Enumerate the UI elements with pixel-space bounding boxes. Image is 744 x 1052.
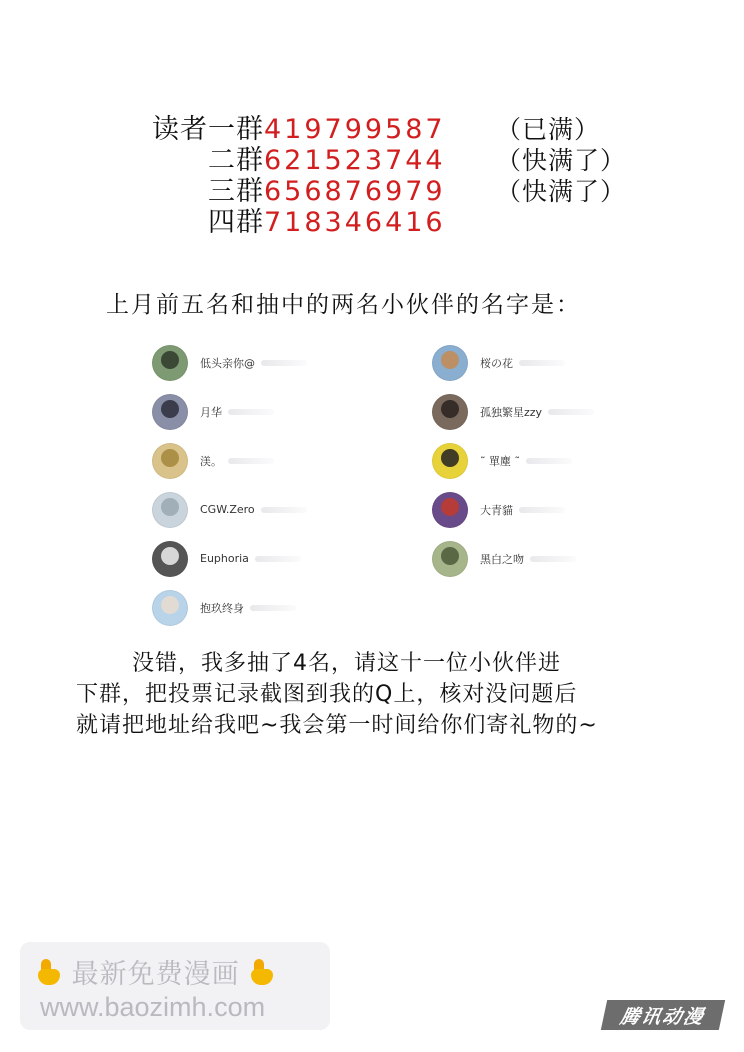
brand-logo-text: 腾讯动漫 xyxy=(618,1005,708,1028)
avatar-figure xyxy=(161,449,179,467)
winner-name: CGW.Zero xyxy=(200,503,255,516)
avatar-figure xyxy=(441,449,459,467)
pointing-down-hand-icon xyxy=(249,959,275,987)
winner-name: 黑白之吻 xyxy=(480,552,524,566)
winner-item xyxy=(152,387,352,436)
group-label: 四群 xyxy=(208,207,264,238)
winner-name: 渼。 xyxy=(200,454,222,468)
avatar xyxy=(432,541,468,577)
pointing-down-hand-icon xyxy=(36,959,62,987)
avatar xyxy=(152,590,188,626)
winner-name: Euphoria xyxy=(200,552,249,565)
avatar-figure xyxy=(441,547,459,565)
winner-item xyxy=(432,436,632,485)
winner-name: 桜の花 xyxy=(480,356,513,370)
redacted-bar xyxy=(519,507,565,513)
redacted-bar xyxy=(250,605,296,611)
winner-item xyxy=(432,534,632,583)
announcement-message xyxy=(76,648,696,741)
winner-item xyxy=(432,387,632,436)
avatar-figure xyxy=(161,351,179,369)
group-status: （已满） xyxy=(496,115,601,144)
avatar xyxy=(152,443,188,479)
watermark-title-row xyxy=(36,952,275,991)
redacted-bar xyxy=(519,360,565,366)
avatar-figure xyxy=(441,498,459,516)
group-status: （快满了） xyxy=(496,177,627,206)
winners-list-right xyxy=(432,338,632,583)
group-label: 三群 xyxy=(208,176,264,207)
avatar xyxy=(152,394,188,430)
redacted-bar xyxy=(261,360,307,366)
group-number: 419799587 xyxy=(264,114,446,145)
redacted-bar xyxy=(228,409,274,415)
message-line: 就请把地址给我吧~我会第一时间给你们寄礼物的~ xyxy=(76,713,598,738)
avatar xyxy=(152,492,188,528)
avatar xyxy=(152,541,188,577)
avatar xyxy=(432,394,468,430)
group-number: 656876979 xyxy=(264,176,446,207)
winner-name: 低头亲你@ xyxy=(200,356,255,370)
avatar-figure xyxy=(441,400,459,418)
redacted-bar xyxy=(548,409,594,415)
group-number: 621523744 xyxy=(264,145,446,176)
avatar xyxy=(152,345,188,381)
group-line-3 xyxy=(136,176,656,207)
avatar-figure xyxy=(441,351,459,369)
avatar xyxy=(432,443,468,479)
watermark-title: 最新免费漫画 xyxy=(71,959,240,990)
group-line-4 xyxy=(136,207,656,238)
winner-name: 孤独繁星zzy xyxy=(480,405,543,419)
winner-name: 抱玖终身 xyxy=(200,601,244,615)
qq-group-list xyxy=(136,114,656,238)
winners-list-left xyxy=(152,338,352,632)
watermark-url[interactable]: www.baozimh.com xyxy=(40,992,266,1022)
redacted-bar xyxy=(530,556,576,562)
brand-logo xyxy=(601,1000,725,1030)
winner-name: 大青貓 xyxy=(480,503,513,517)
message-line: 没错，我多抽了4名，请这十一位小伙伴进 xyxy=(132,651,561,676)
winner-item xyxy=(152,583,352,632)
group-status: （快满了） xyxy=(496,146,627,175)
avatar-figure xyxy=(161,400,179,418)
redacted-bar xyxy=(526,458,572,464)
group-number: 718346416 xyxy=(264,207,446,238)
winner-item xyxy=(432,338,632,387)
winner-item xyxy=(152,485,352,534)
group-label: 二群 xyxy=(208,145,264,176)
message-line: 下群，把投票记录截图到我的Q上，核对没问题后 xyxy=(76,682,578,707)
winner-name: 月华 xyxy=(200,405,222,419)
winners-heading: 上月前五名和抽中的两名小伙伴的名字是： xyxy=(106,292,581,318)
group-label: 读者一群 xyxy=(152,114,264,145)
group-line-1 xyxy=(136,114,656,145)
winner-item xyxy=(432,485,632,534)
avatar xyxy=(432,345,468,381)
redacted-bar xyxy=(255,556,301,562)
avatar xyxy=(432,492,468,528)
avatar-figure xyxy=(161,596,179,614)
group-line-2 xyxy=(136,145,656,176)
winner-item xyxy=(152,534,352,583)
winner-item xyxy=(152,338,352,387)
avatar-figure xyxy=(161,498,179,516)
redacted-bar xyxy=(261,507,307,513)
site-watermark[interactable] xyxy=(20,942,330,1030)
winner-name: ˜ 單塵 ˜ xyxy=(480,454,520,468)
redacted-bar xyxy=(228,458,274,464)
winner-item xyxy=(152,436,352,485)
avatar-figure xyxy=(161,547,179,565)
